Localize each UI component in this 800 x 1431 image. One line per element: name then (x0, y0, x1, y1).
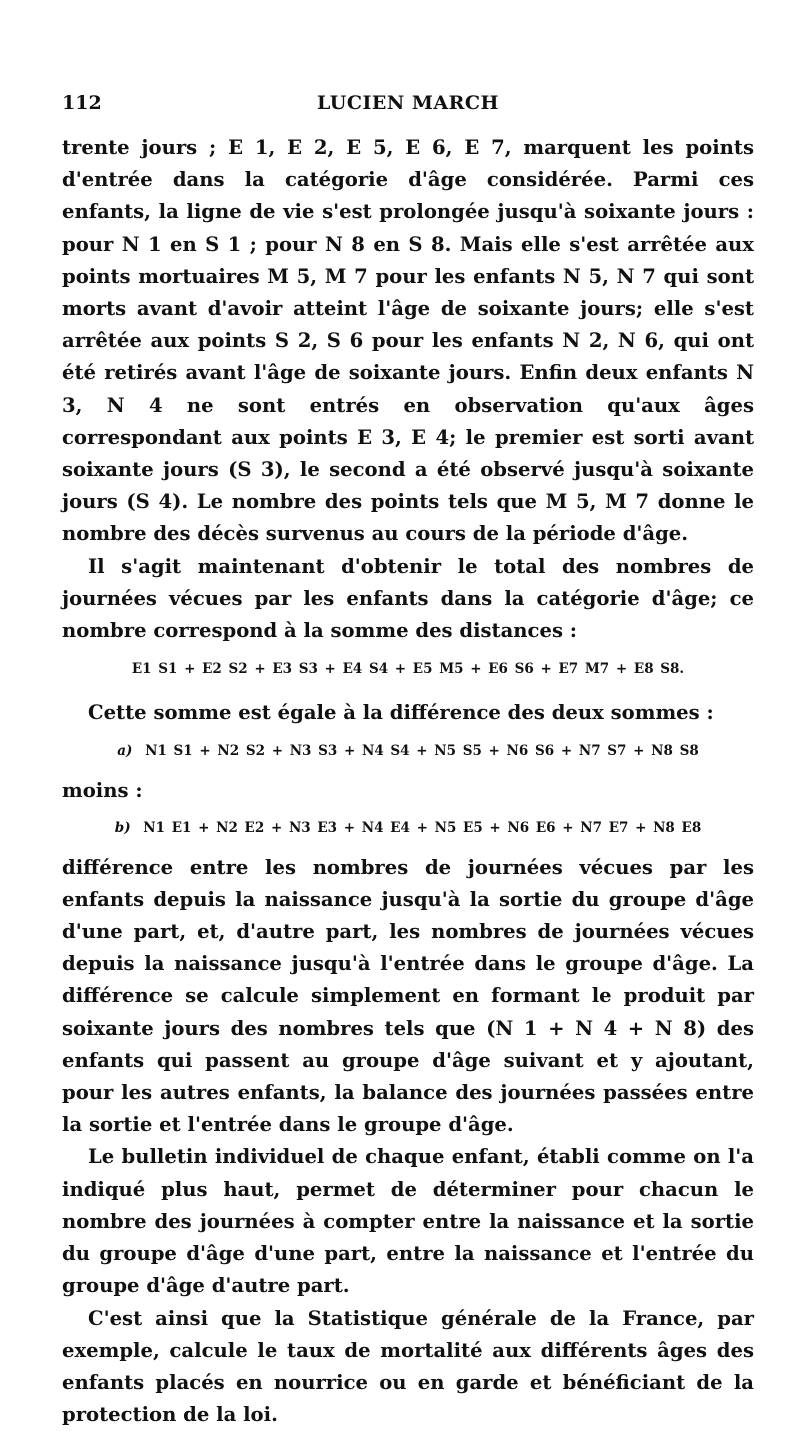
formula-sum-of-distances: E1 S1 + E2 S2 + E3 S3 + E4 S4 + E5 M5 + E6 S6 + E7 M7 + E8 S8. (62, 657, 754, 681)
formula-b-expression: N1 E1 + N2 E2 + N3 E3 + N4 E4 + N5 E5 + N6 E6 + N7 E7 + N8 E8 (143, 820, 701, 836)
running-title: LUCIEN MARCH (62, 92, 754, 114)
formula-a (62, 739, 754, 763)
running-head (62, 92, 754, 132)
paragraph-statistique: C'est ainsi que la Statistique générale de la France, par exemple, calcule le taux de mortalité aux différents âges des enfants placés en nourrice ou en garde et bénéficiant de la protection de la loi. (62, 1303, 754, 1431)
formula-a-expression: N1 S1 + N2 S2 + N3 S3 + N4 S4 + N5 S5 + N6 S6 + N7 S7 + N8 S8 (145, 743, 699, 759)
paragraph-total-days: Il s'agit maintenant d'obtenir le total des nombres de journées vécues par les enfants dans la catégorie d'âge; ce nombre correspond à la somme des distances : (62, 551, 754, 648)
page-number: 112 (62, 92, 102, 114)
paragraph-difference: Cette somme est égale à la différence des deux sommes : (62, 697, 754, 729)
paragraph-explanation: différence entre les nombres de journées vécues par les enfants depuis la naissance jusqu'à la sortie du groupe d'âge d'une part, et, d'autre part, les nombres de journées vécues depuis la naissance jusqu'à l'entrée dans le groupe d'âge. La différence se calcule simplement en formant le produit par soixante jours des nombres tels que (N 1 + N 4 + N 8) des enfants qui passent au groupe d'âge suivant et y ajoutant, pour les autres enfants, la balance des journées passées entre la sortie et l'entrée dans le groupe d'âge. (62, 852, 754, 1142)
paragraph-continuation: trente jours ; E 1, E 2, E 5, E 6, E 7, marquent les points d'entrée dans la catégorie d'âge considérée. Parmi ces enfants, la ligne de vie s'est prolongée jusqu'à soixante jours : pour N 1 en S 1 ; pour N 8 en S 8. Mais elle s'est arrêtée aux points mortuaires M 5, M 7 pour les enfants N 5, N 7 qui sont morts avant d'avoir atteint l'âge de soixante jours; elle s'est arrêtée aux points S 2, S 6 pour les enfants N 2, N 6, qui ont été retirés avant l'âge de soixante jours. Enfin deux enfants N 3, N 4 ne sont entrés en observation qu'aux âges correspondant aux points E 3, E 4; le premier est sorti avant soixante jours (S 3), le second a été observé jusqu'à soixante jours (S 4). Le nombre des points tels que M 5, M 7 donne le nombre des décès survenus au cours de la période d'âge. (62, 132, 754, 551)
formula-b (62, 816, 754, 840)
formula-b-label: b) (115, 820, 131, 836)
paragraph-bulletin: Le bulletin individuel de chaque enfant, établi comme on l'a indiqué plus haut, permet de déterminer pour chacun le nombre des journées à compter entre la naissance et la sortie du groupe d'âge d'une part, entre la naissance et l'entrée du groupe d'âge d'autre part. (62, 1141, 754, 1302)
formula-a-label: a) (117, 743, 132, 759)
paragraph-minus: moins : (62, 775, 754, 807)
